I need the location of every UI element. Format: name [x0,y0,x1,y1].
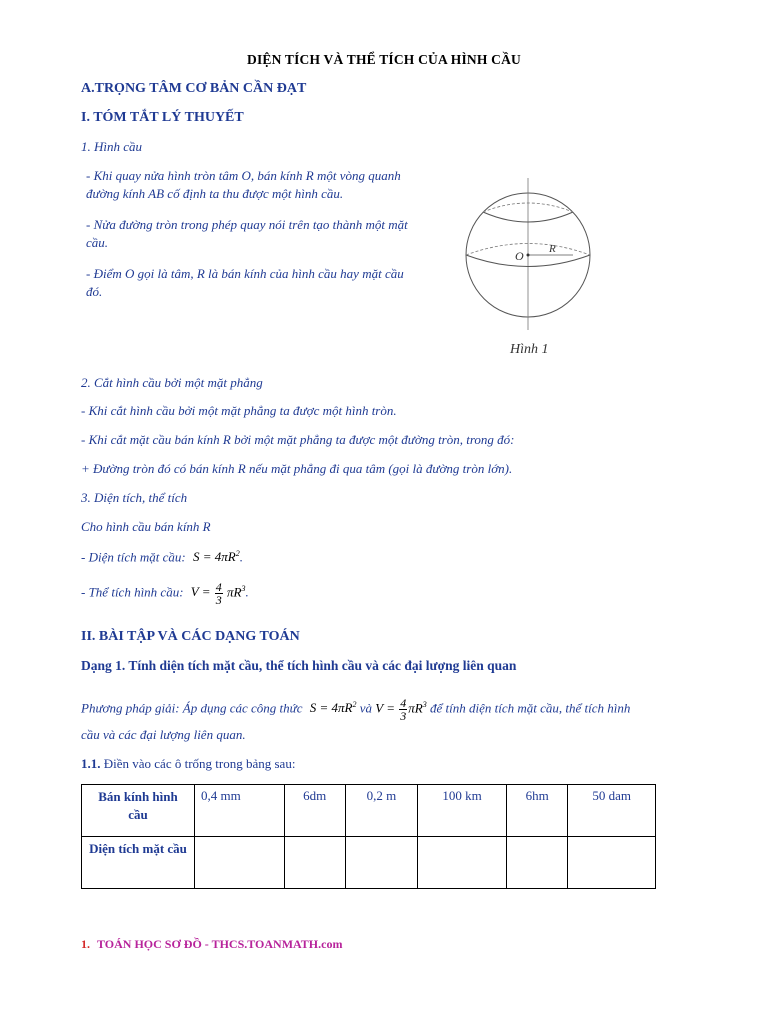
center-label: O [515,249,524,263]
exercise-1-1 [81,756,295,772]
table-cell[interactable] [418,837,507,889]
table-cell[interactable] [345,837,417,889]
table-cell[interactable] [507,837,568,889]
volume-label: - Thể tích hình cầu: [81,584,184,600]
subsection-1-heading: 1. Hình cầu [81,139,143,154]
area-label: - Diện tích mặt cầu: [81,549,186,565]
paragraph-line: - Khi quay nửa hình tròn tâm O, bán kính R một vòng quanh [86,168,401,183]
volume-formula-line: - Thể tích hình cầu: V = $\frac{4}{3}$ $\pi R^3$. [81,580,249,607]
table-cell: 0,4 mm [195,785,285,837]
section-ii-heading: II. BÀI TẬP VÀ CÁC DẠNG TOÁN [81,629,300,644]
footer-text: TOÁN HỌC SƠ ĐỒ - THCS.TOANMATH.com [97,937,343,951]
area-formula: S = 4πR [192,549,236,565]
table-cell[interactable] [568,837,656,889]
paragraph-line: - Nửa đường tròn trong phép quay nói trên tạo thành một mặt [86,217,408,232]
section-a-heading: A.TRỌNG TÂM CƠ BẢN CẦN ĐẠT [81,81,307,96]
page-title: DIỆN TÍCH VÀ THỂ TÍCH CỦA HÌNH CẦU [247,52,521,67]
table-cell: 50 dam [568,785,656,837]
table-cell: 6hm [507,785,568,837]
paragraph-line: đó. [86,284,103,299]
sphere-figure [463,170,593,345]
paragraph-line: - Khi cắt hình cầu bởi một mặt phẳng ta được một hình tròn. [81,403,397,418]
volume-lhs: V = [190,584,211,600]
subsection-2-heading: 2. Cắt hình cầu bởi một mặt phẳng [81,375,263,390]
exercise-table [81,784,656,889]
table-header-cell: Bán kính hình cầu [82,785,195,837]
paragraph-line: + Đường tròn đó có bán kính R nếu mặt phẳng đi qua tâm (gọi là đường tròn lớn). [81,461,513,476]
paragraph-line: cầu. [86,235,109,250]
exercise-text: Điền vào các ô trống trong bảng sau: [103,756,296,771]
table-row [82,837,656,889]
section-i-heading: I. TÓM TẮT LÝ THUYẾT [81,110,244,125]
volume-fraction: $\frac{4}{3}$ [215,580,222,607]
exercise-number: 1.1. [81,756,101,771]
volume-rhs: πR [227,584,242,600]
table-cell: 0,2 m [345,785,417,837]
paragraph-line: đường kính AB cố định ta thu được một hình cầu. [86,186,344,201]
table-cell: 100 km [418,785,507,837]
method-line: Phương pháp giải: Áp dụng các công thức $S = 4\pi R^2$ và V = $\frac{4}{3}$ $\pi R^3$ để tính diện tích mặt cầu, thể tích hình [81,696,631,723]
method-formula-area: S = 4πR [309,700,353,716]
method-volume-fraction: $\frac{4}{3}$ [400,696,407,723]
method-formula-volume: V = [375,700,395,716]
figure-caption: Hình 1 [510,342,549,357]
table-header-cell: Diện tích mặt cầu [82,837,195,889]
page-number: 1 [81,937,87,951]
paragraph-line: - Khi cắt mặt cầu bán kính R bởi một mặt phẳng ta được một đường tròn, trong đó: [81,432,515,447]
dang1-heading: Dạng 1. Tính diện tích mặt cầu, thể tích hình cầu và các đại lượng liên quan [81,658,517,673]
table-cell[interactable] [195,837,285,889]
method-label: Phương pháp giải: Áp dụng các công thức [81,700,303,716]
paragraph-line: Cho hình cầu bán kính R [81,519,211,534]
method-rest: để tính diện tích mặt cầu, thể tích hình [429,700,631,716]
radius-label: R [549,243,556,255]
subsection-3-heading: 3. Diện tích, thể tích [81,490,188,505]
area-formula-line: - Diện tích mặt cầu: $S = 4\pi R^2$. [81,549,243,565]
table-row [82,785,656,837]
page-footer: 1. TOÁN HỌC SƠ ĐỒ - THCS.TOANMATH.com [81,937,343,951]
table-cell: 6dm [284,785,345,837]
method-and: và [359,700,373,716]
method-line-2: cầu và các đại lượng liên quan. [81,727,246,742]
table-cell[interactable] [284,837,345,889]
paragraph-line: - Điểm O gọi là tâm, R là bán kính của hình cầu hay mặt cầu [86,266,404,281]
